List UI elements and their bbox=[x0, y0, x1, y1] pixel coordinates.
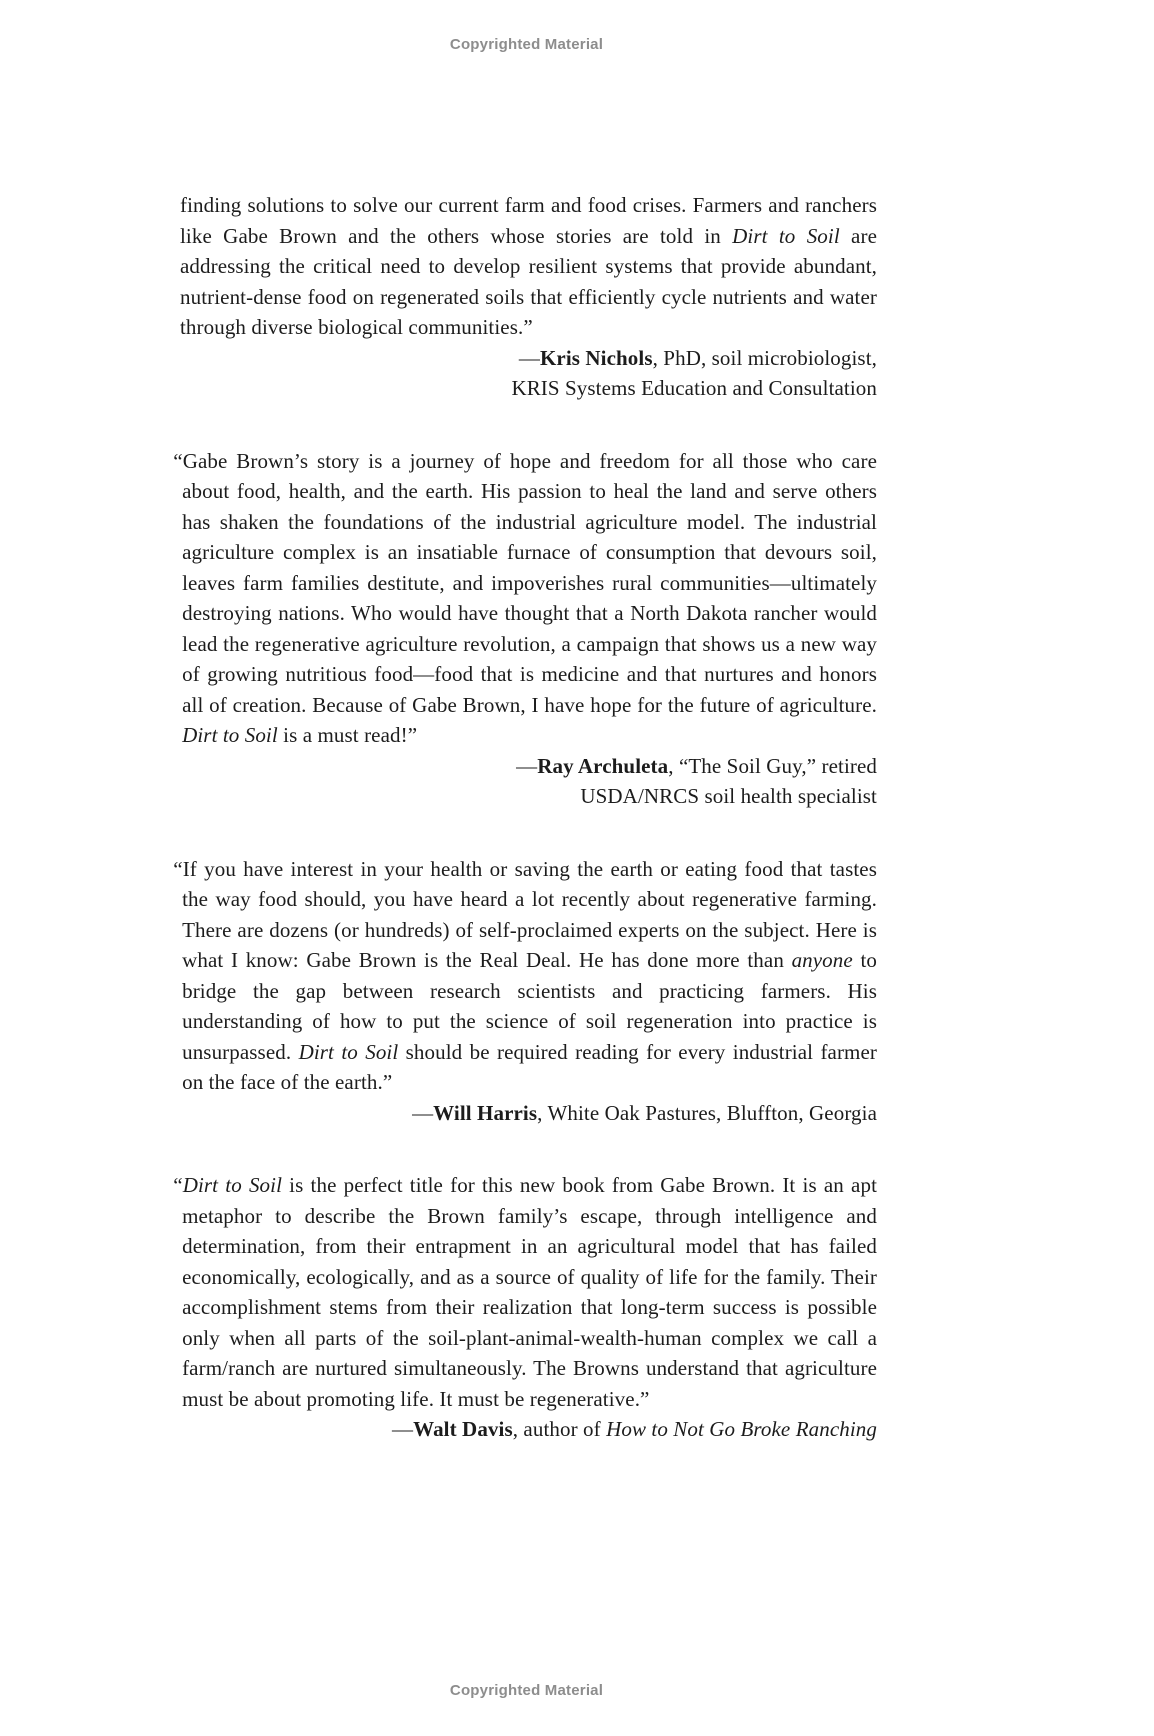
header-copyright-notice: Copyrighted Material bbox=[449, 36, 604, 53]
text-segment: “ bbox=[173, 1173, 183, 1197]
text-segment: “If you have interest in your health or saving the earth or eating food that tastes the way food should, you have heard a lot recently about regenerative farming. There are dozens (or hundreds) of self-proclaimed experts on the subject. Here is what I know: Gabe Brown is the Real Deal. He has done more than bbox=[173, 856, 877, 972]
text-segment: Will Harris bbox=[433, 1100, 538, 1125]
endorsement-blurb bbox=[173, 854, 878, 1129]
endorsement-blurb bbox=[180, 190, 877, 404]
text-segment: is the perfect title for this new book from Gabe Brown. It is an apt metaphor to describe the Brown family’s escape, through intelligence and determination, from their entrapment in an agricultural model that has failed economically, ecologically, and as a source of quality of life for the family. Their accomplishment stems from their realization that long-term success is possible only when all parts of the soil-plant-animal-wealth-human complex we call a farm/ranch are nurtured simultaneously. The Browns understand that agriculture must be about promoting life. It must be regenerative.” bbox=[182, 1173, 878, 1411]
text-segment: Dirt to Soil bbox=[182, 723, 278, 747]
text-segment: — bbox=[516, 753, 538, 778]
endorsements-content bbox=[173, 190, 878, 1487]
text-segment: Dirt to Soil bbox=[732, 223, 840, 248]
text-segment: Ray Archuleta bbox=[537, 753, 669, 778]
text-segment: — bbox=[518, 345, 540, 370]
text-segment: — bbox=[412, 1100, 434, 1125]
text-segment: USDA/NRCS soil health specialist bbox=[580, 784, 877, 808]
text-segment: , “The Soil Guy,” retired bbox=[668, 753, 877, 778]
text-segment: , author of bbox=[512, 1417, 607, 1441]
blurb-quote bbox=[173, 446, 877, 751]
text-segment: should be required reading for every industrial farmer on the face of the earth.” bbox=[182, 1039, 878, 1094]
text-segment: Dirt to Soil bbox=[182, 1173, 283, 1197]
blurb-quote bbox=[173, 1170, 878, 1414]
text-segment: Kris Nichols bbox=[539, 345, 653, 370]
blurb-attribution bbox=[180, 1098, 877, 1129]
blurb-attribution bbox=[180, 781, 877, 812]
blurb-list bbox=[173, 190, 878, 1445]
blurb-attribution bbox=[180, 373, 877, 404]
blurb-attribution bbox=[180, 343, 877, 374]
text-segment: “Gabe Brown’s story is a journey of hope and freedom for all those who care about food, health, and the earth. His passion to heal the land and serve others has shaken the foundations of the industrial agriculture model. The industrial agriculture complex is an insatiable furnace of consumption that devours soil, leaves farm families destitute, and impoverishes rural communities—ultimately destroying nations. Who would have thought that a North Dakota rancher would lead the regenerative agriculture revolution, a campaign that shows us a new way of growing nutritious food—food that is medicine and that nurtures and honors all of creation. Because of Gabe Brown, I have hope for the future of agriculture. bbox=[173, 448, 877, 717]
text-segment: Walt Davis bbox=[413, 1417, 513, 1441]
blurb-attribution bbox=[180, 1414, 877, 1445]
text-segment: are addressing the critical need to develop resilient systems that provide abundant, nutrient-dense food on regenerated soils that efficiently cycle nutrients and water through diverse biological communities.” bbox=[180, 223, 877, 339]
endorsement-blurb bbox=[173, 1170, 878, 1445]
text-segment: anyone bbox=[791, 948, 853, 972]
blurb-attribution bbox=[180, 751, 877, 782]
text-segment: KRIS Systems Education and Consultation bbox=[511, 376, 877, 400]
footer-copyright-notice: Copyrighted Material bbox=[449, 1682, 604, 1699]
text-segment: to bridge the gap between research scientists and practicing farmers. His understanding of how to put the science of soil regeneration into practice is unsurpassed. bbox=[182, 948, 877, 1064]
text-segment: , White Oak Pastures, Bluffton, Georgia bbox=[537, 1100, 877, 1125]
text-segment: is a must read!” bbox=[277, 723, 418, 747]
text-segment: finding solutions to solve our current farm and food crises. Farmers and ranchers like Gabe Brown and the others whose stories are told in bbox=[180, 193, 877, 248]
text-segment: How to Not Go Broke Ranching bbox=[606, 1417, 877, 1441]
blurb-quote bbox=[180, 190, 877, 343]
text-segment: , PhD, soil microbiologist, bbox=[652, 345, 877, 370]
blurb-quote bbox=[173, 854, 878, 1098]
text-segment: Dirt to Soil bbox=[298, 1039, 399, 1064]
endorsement-blurb bbox=[173, 446, 877, 812]
text-segment: — bbox=[392, 1417, 414, 1441]
